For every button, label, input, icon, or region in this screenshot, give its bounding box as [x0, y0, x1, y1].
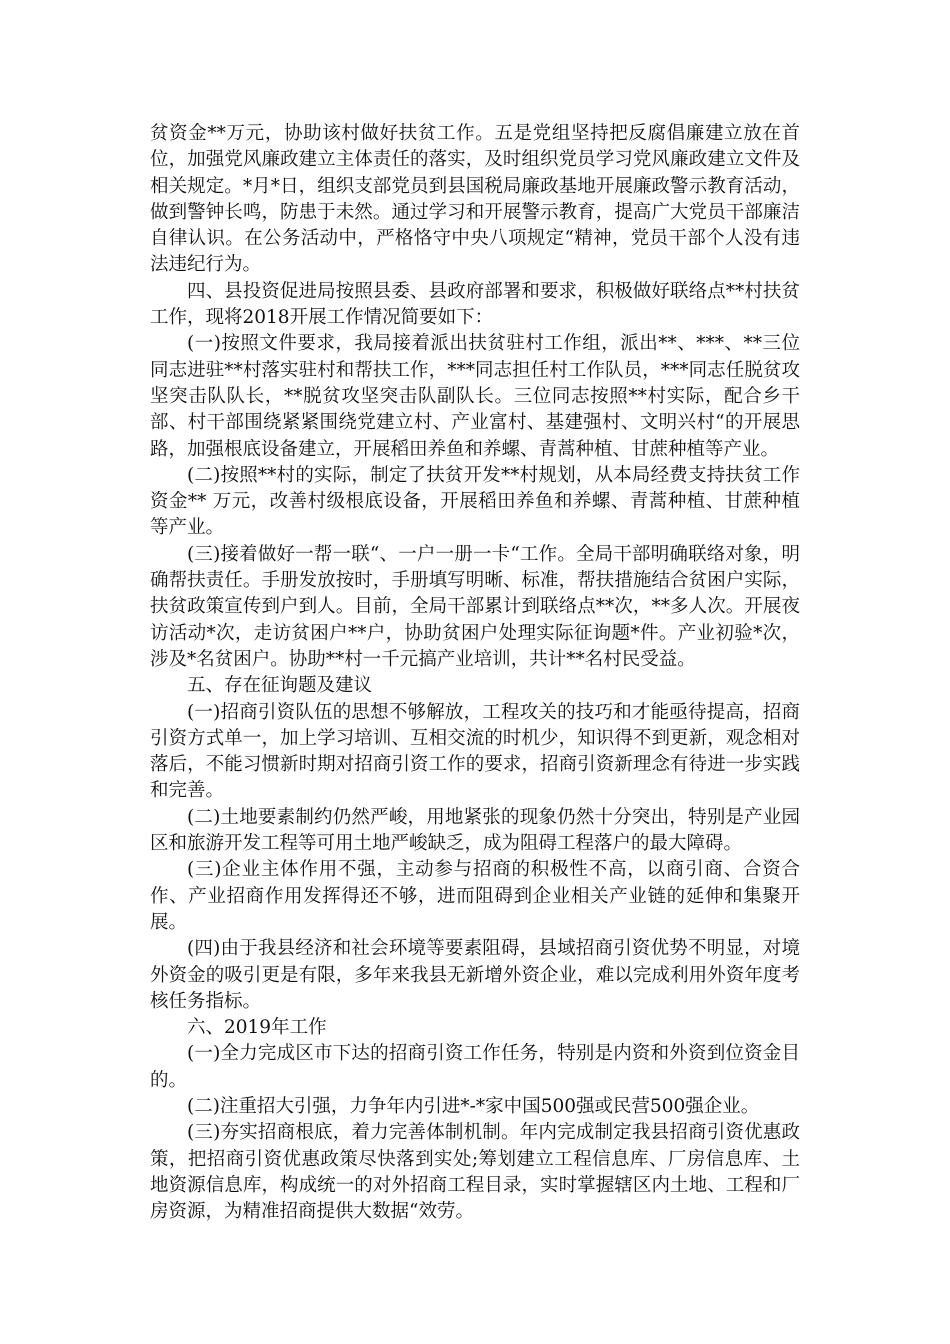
paragraph-item: (一)招商引资队伍的思想不够解放，工程攻关的技巧和才能亟待提高，招商引资方式单一，加上学习培训、互相交流的时机少，知识得不到更新，观念相对落后，不能习惯新时期对招商引资工作的要求，招商引资新理念有待进一步实践和完善。	[150, 701, 800, 802]
section-five-heading: 五、存在征询题及建议	[187, 675, 373, 697]
paragraph-continuation: 贫资金**万元，协助该村做好扶贫工作。五是党组坚持把反腐倡廉建立放在首位，加强党风廉政建立主体责任的落实，及时组织党员学习党风廉政建立文件及相关规定。*月*日，组织支部党员到县国税局廉政基地开展廉政警示教育活动，做到警钟长鸣，防患于未然。通过学习和开展警示教育，提高广大党员干部廉洁自律认识。在公务活动中，严格恪守中央八项规定“精神，党员干部个人没有违法违纪行为。	[150, 123, 800, 276]
paragraph-item: (四)由于我县经济和社会环境等要素阻碍，县域招商引资优势不明显，对境外资金的吸引更是有限，多年来我县无新增外资企业，难以完成利用外资年度考核任务指标。	[150, 938, 800, 1012]
paragraph-item: (三)企业主体作用不强，主动参与招商的积极性不高，以商引商、合资合作、产业招商作用发挥得还不够，进而阻碍到企业相关产业链的延伸和集聚开展。	[150, 859, 800, 933]
paragraph-item: (二)土地要素制约仍然严峻，用地紧张的现象仍然十分突出，特别是产业园区和旅游开发工程等可用土地严峻缺乏，成为阻碍工程落户的最大障碍。	[150, 806, 800, 855]
paragraph-item: (二)按照**村的实际，制定了扶贫开发**村规划，从本局经费支持扶贫工作资金** 万元，改善村级根底设备，开展稻田养鱼和养螺、青蒿种植、甘蔗种植等产业。	[150, 464, 800, 539]
paragraph-item: (三)接着做好一帮一联“、一户一册一卡“工作。全局干部明确联络对象，明确帮扶责任。手册发放按时，手册填写明晰、标准，帮扶措施结合贫困户实际，扶贫政策宣传到户到人。目前，全局干部累计到联络点**次，**多人次。开展夜访活动*次，走访贫困户**户，协助贫困户处理实际征询题*件。产业初验*次，涉及*名贫困户。协助**村一千元搞产业培训，共计**名村民受益。	[150, 543, 800, 670]
section-four-heading: 四、县投资促进局按照县委、县政府部署和要求，积极做好联络点**村扶贫工作，现将2018开展工作情况简要如下：	[150, 280, 800, 329]
paragraph-item: (二)注重招大引强，力争年内引进*-*家中国500强或民营500强企业。	[187, 1095, 760, 1117]
paragraph-item: (一)按照文件要求，我局接着派出扶贫驻村工作组，派出**、***、**三位同志进驻**村落实驻村和帮扶工作，***同志担任村工作队员，***同志任脱贫攻坚突击队队长，**脱贫攻坚突击队副队长。三位同志按照**村实际，配合乡干部、村干部围绕紧紧围绕党建立村、产业富村、基建强村、文明兴村“的开展思路，加强根底设备建立，开展稻田养鱼和养螺、青蒿种植、甘蔗种植等产业。	[150, 333, 800, 460]
paragraph-item: (三)夯实招商根底，着力完善体制机制。年内完成制定我县招商引资优惠政策，把招商引资优惠政策尽快落到实处;筹划建立工程信息库、厂房信息库、土地资源信息库，构成统一的对外招商工程目录，实时掌握辖区内土地、工程和厂房资源，为精准招商提供大数据“效劳。	[150, 1122, 800, 1223]
document-page	[150, 121, 800, 1225]
paragraph-item: (一)全力完成区市下达的招商引资工作任务，特别是内资和外资到位资金目的。	[150, 1043, 800, 1091]
section-six-heading: 六、2019年工作	[187, 1017, 327, 1039]
